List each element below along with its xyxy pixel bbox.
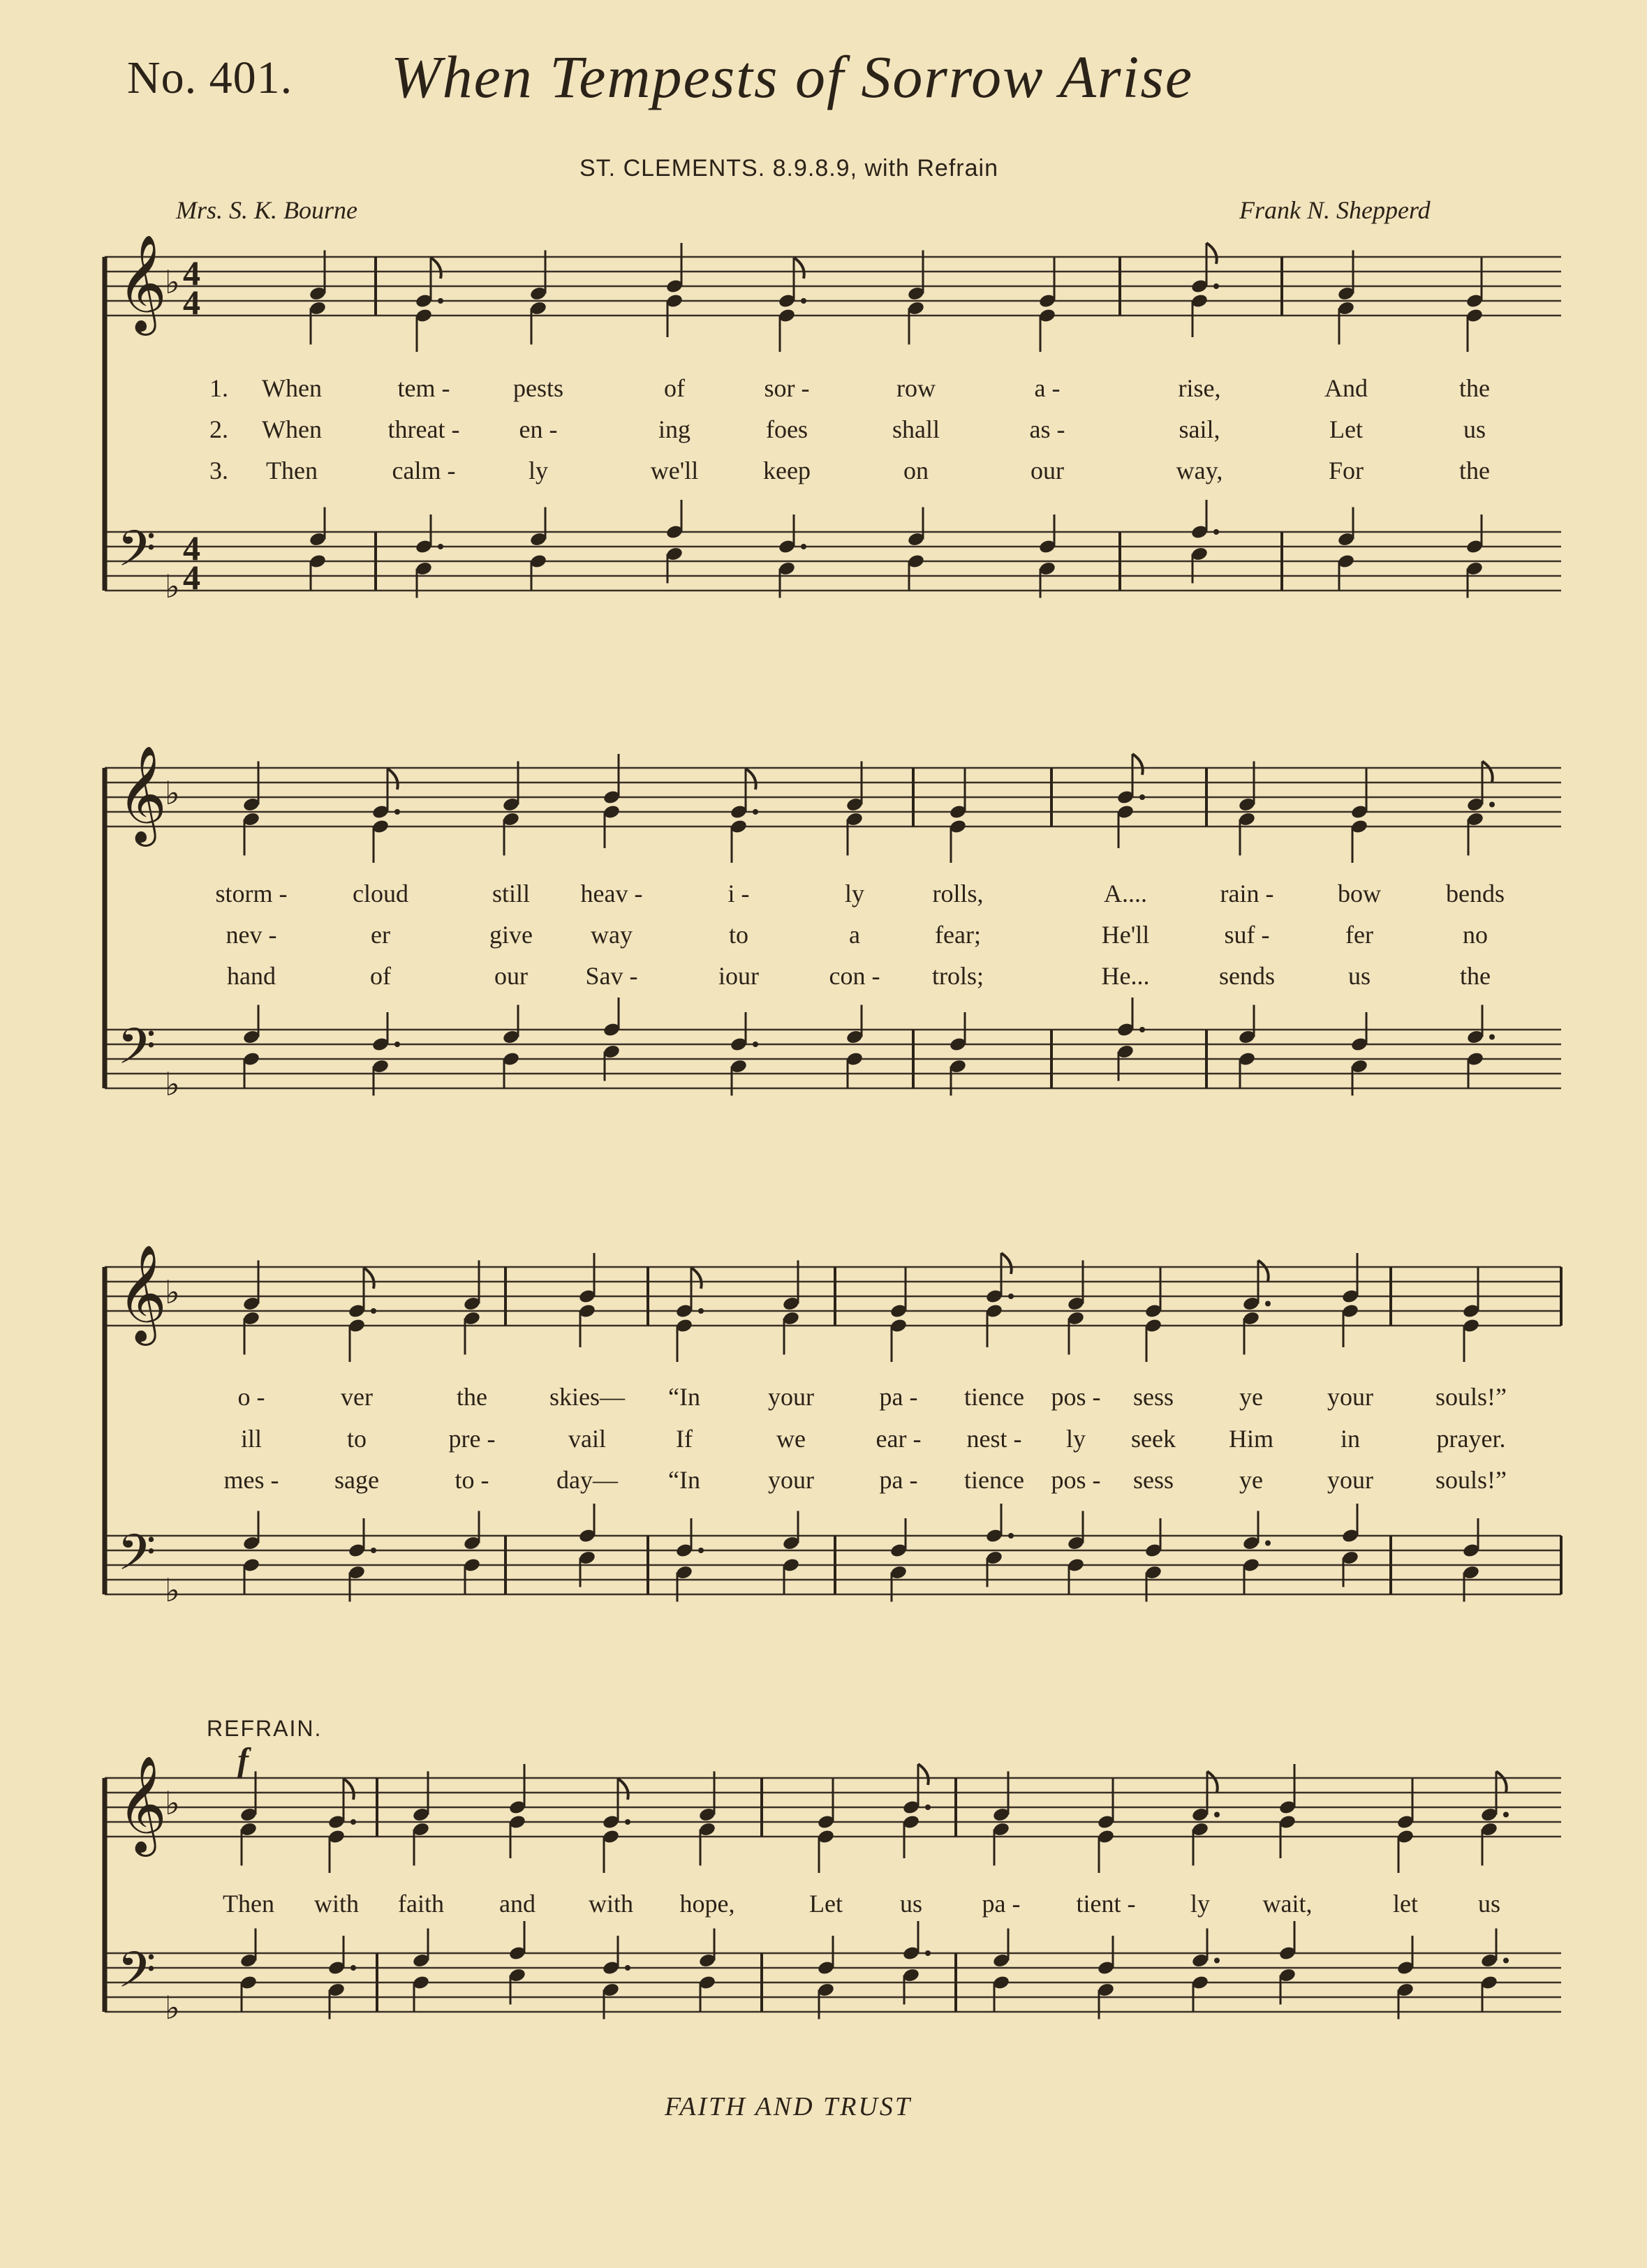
key-signature-flat: ♭ [165, 1989, 180, 2026]
lyric-syllable: to [346, 1425, 367, 1453]
lyric-syllable: your [768, 1383, 814, 1411]
lyric-syllable: i - [728, 880, 750, 907]
lyric-syllable: no [1463, 921, 1488, 949]
lyric-syllable: threat - [387, 415, 460, 443]
lyric-syllable: wait, [1262, 1890, 1313, 1918]
lyric-syllable: keep [763, 457, 811, 484]
lyric-syllable: iour [718, 962, 759, 990]
lyric-line-s4-v1 [0, 1889, 1647, 1924]
lyric-syllable: o - [237, 1383, 265, 1411]
lyric-syllable: and [499, 1890, 536, 1918]
key-signature-flat: ♭ [165, 1571, 180, 1609]
composer-credit: Frank N. Shepperd [1239, 196, 1431, 224]
lyric-syllable: tience [964, 1466, 1024, 1494]
lyric-syllable: pa - [879, 1383, 918, 1411]
lyric-syllable: ing [658, 415, 691, 443]
lyric-syllable: When [262, 374, 322, 402]
lyric-syllable: our [1031, 457, 1064, 484]
lyric-syllable: fer [1345, 921, 1373, 949]
lyric-syllable: sess [1132, 1383, 1174, 1411]
bass-clef: 𝄢 [117, 1941, 156, 2011]
lyric-syllable: skies— [549, 1383, 625, 1411]
lyric-syllable: with [588, 1890, 634, 1918]
note-flag [794, 258, 804, 279]
lyric-syllable: way, [1176, 457, 1223, 484]
treble-staff [105, 768, 1561, 827]
dynamic-marking: f [237, 1742, 249, 1779]
key-signature-flat: ♭ [165, 263, 180, 301]
key-signature-flat: ♭ [165, 774, 180, 812]
note-dot [371, 1548, 376, 1553]
note-flag [1207, 1772, 1218, 1793]
lyric-syllable: us [899, 1890, 923, 1918]
note-flag [1258, 1261, 1269, 1282]
lyric-syllable: pre - [448, 1425, 496, 1453]
lyric-syllable: pos - [1051, 1383, 1101, 1411]
lyric-syllable: fear; [935, 921, 981, 949]
lyric-line-s3-v3 [0, 1465, 1647, 1500]
author-credit: Mrs. S. K. Bourne [176, 196, 357, 224]
key-signature-flat: ♭ [165, 1784, 180, 1822]
lyric-syllable: When [262, 415, 322, 443]
note-dot [1489, 802, 1495, 808]
bass-clef: 𝄢 [117, 520, 156, 590]
lyric-syllable: tient - [1076, 1890, 1136, 1918]
lyric-syllable: pa - [879, 1466, 918, 1494]
lyric-syllable: faith [398, 1890, 444, 1918]
note-dot [753, 1042, 758, 1047]
note-dot [1139, 794, 1145, 800]
verse-number: 1. [209, 374, 228, 402]
note-dot [625, 1965, 630, 1971]
lyric-syllable: our [494, 962, 528, 990]
key-signature-flat: ♭ [165, 568, 180, 605]
lyric-syllable: the [1459, 374, 1490, 402]
note-dot [925, 1804, 931, 1810]
lyric-syllable: Sav - [585, 962, 638, 990]
note-flag [364, 1268, 374, 1289]
note-dot [394, 1042, 400, 1047]
lyric-syllable: to - [455, 1466, 489, 1494]
note-dot [1214, 1812, 1220, 1818]
tune-name: ST. CLEMENTS. 8.9.8.9, with Refrain [579, 155, 998, 181]
lyric-syllable: con - [829, 962, 880, 990]
lyric-syllable: ye [1239, 1466, 1263, 1494]
note-dot [371, 1308, 376, 1314]
lyric-line-s1-v1 [0, 373, 1647, 408]
note-dot [350, 1965, 356, 1971]
lyric-syllable: And [1324, 374, 1368, 402]
lyric-syllable: nest - [966, 1425, 1022, 1453]
note-flag [691, 1268, 702, 1289]
lyric-syllable: ear - [876, 1425, 922, 1453]
lyric-line-s2-v1 [0, 879, 1647, 914]
lyric-syllable: hand [227, 962, 276, 990]
note-flag [1206, 243, 1217, 264]
lyric-syllable: ly [844, 880, 865, 907]
lyric-syllable: ill [240, 1425, 263, 1453]
note-flag [387, 769, 398, 790]
note-flag [746, 769, 756, 790]
lyric-syllable: Then [223, 1890, 274, 1918]
lyric-syllable: He'll [1101, 921, 1150, 949]
lyric-syllable: with [313, 1890, 360, 1918]
lyric-syllable: we [776, 1425, 806, 1453]
note-dot [1265, 1541, 1271, 1546]
lyric-syllable: nev - [226, 921, 277, 949]
lyric-syllable: as - [1029, 415, 1065, 443]
note-dot [394, 809, 400, 815]
lyric-syllable: rolls, [932, 880, 984, 907]
lyric-syllable: us [1347, 962, 1371, 990]
lyric-syllable: your [1327, 1466, 1373, 1494]
lyric-syllable: hope, [679, 1890, 735, 1918]
lyric-syllable: way [591, 921, 633, 949]
lyric-syllable: Let [1329, 415, 1363, 443]
note-dot [438, 298, 443, 304]
note-dot [801, 298, 806, 304]
lyric-syllable: suf - [1224, 921, 1270, 949]
lyric-syllable: still [492, 880, 531, 907]
time-signature-bottom: 4 [183, 558, 200, 597]
note-dot [1503, 1958, 1509, 1964]
note-flag [1132, 754, 1143, 775]
lyric-syllable: the [1459, 457, 1490, 484]
lyric-syllable: souls!” [1435, 1466, 1507, 1494]
verse-number: 2. [209, 415, 228, 443]
lyric-syllable: ly [1065, 1425, 1086, 1453]
lyric-syllable: If [676, 1425, 693, 1453]
note-dot [698, 1308, 704, 1314]
lyric-syllable: tience [964, 1383, 1024, 1411]
bass-clef: 𝄢 [117, 1524, 156, 1594]
treble-clef: 𝄞 [117, 235, 167, 332]
note-flag [1001, 1253, 1012, 1274]
lyric-syllable: souls!” [1435, 1383, 1507, 1411]
lyric-syllable: vail [568, 1425, 606, 1453]
lyric-line-s2-v2 [0, 920, 1647, 955]
note-dot [1008, 1533, 1014, 1539]
lyric-syllable: sor - [764, 374, 810, 402]
verse-number: 3. [209, 457, 228, 484]
note-dot [698, 1548, 704, 1553]
lyric-syllable: the [457, 1383, 487, 1411]
lyric-syllable: pa - [982, 1890, 1021, 1918]
note-dot [1265, 1301, 1271, 1307]
note-dot [1214, 1958, 1220, 1964]
lyric-syllable: mes - [223, 1466, 279, 1494]
lyric-syllable: let [1393, 1890, 1418, 1918]
lyric-syllable: er [371, 921, 390, 949]
time-signature-top: 4 [183, 528, 200, 568]
lyric-syllable: us [1477, 1890, 1501, 1918]
lyric-syllable: of [664, 374, 685, 402]
lyric-syllable: we'll [650, 457, 699, 484]
note-dot [625, 1819, 630, 1825]
note-flag [618, 1779, 628, 1800]
lyric-syllable: ly [528, 457, 549, 484]
lyric-syllable: bow [1338, 880, 1381, 907]
lyric-syllable: foes [766, 415, 808, 443]
page-footer: FAITH AND TRUST [665, 2092, 912, 2121]
key-signature-flat: ♭ [165, 1065, 180, 1103]
lyric-syllable: rain - [1220, 880, 1274, 907]
treble-clef: 𝄞 [117, 746, 167, 843]
lyric-syllable: He... [1101, 962, 1150, 990]
lyric-line-s1-v2 [0, 415, 1647, 450]
system-4 [105, 1742, 1561, 2026]
note-dot [1213, 529, 1219, 535]
lyric-line-s2-v3 [0, 961, 1647, 996]
lyric-syllable: prayer. [1436, 1425, 1506, 1453]
lyric-syllable: day— [556, 1466, 618, 1494]
lyric-syllable: pos - [1051, 1466, 1101, 1494]
lyric-syllable: cloud [353, 880, 408, 907]
lyric-syllable: your [768, 1466, 814, 1494]
lyric-syllable: trols; [931, 962, 984, 990]
hymn-number: No. 401. [127, 52, 293, 103]
lyric-syllable: sends [1219, 962, 1275, 990]
lyric-syllable: heav - [580, 880, 643, 907]
lyric-syllable: sail, [1179, 415, 1220, 443]
time-signature-bottom: 4 [183, 283, 200, 322]
lyric-syllable: give [489, 921, 533, 949]
lyric-syllable: For [1328, 457, 1364, 484]
lyric-syllable: a - [1034, 374, 1061, 402]
lyric-syllable: row [896, 374, 936, 402]
note-dot [438, 544, 443, 549]
lyric-syllable: ly [1190, 1890, 1211, 1918]
lyric-syllable: shall [892, 415, 940, 443]
lyric-syllable: storm - [215, 880, 288, 907]
refrain-label: REFRAIN. [207, 1716, 323, 1741]
lyric-syllable: Then [266, 457, 318, 484]
key-signature-flat: ♭ [165, 1273, 180, 1311]
lyric-syllable: Him [1228, 1425, 1274, 1453]
lyric-syllable: on [903, 457, 929, 484]
lyric-line-s1-v3 [0, 456, 1647, 491]
lyric-syllable: rise, [1178, 374, 1221, 402]
lyric-syllable: seek [1131, 1425, 1176, 1453]
note-dot [350, 1819, 356, 1825]
lyric-syllable: pests [513, 374, 563, 402]
lyric-syllable: calm - [392, 457, 456, 484]
lyric-syllable: to [728, 921, 749, 949]
lyric-syllable: en - [519, 415, 558, 443]
hymn-title: When Tempests of Sorrow Arise [391, 43, 1193, 110]
note-dot [1008, 1294, 1014, 1299]
bass-staff [105, 1030, 1561, 1088]
note-dot [1503, 1812, 1509, 1818]
note-flag [1482, 762, 1493, 783]
lyric-syllable: “In [668, 1466, 700, 1494]
note-dot [1139, 1027, 1145, 1032]
lyric-syllable: a [849, 921, 860, 949]
note-flag [918, 1764, 929, 1785]
lyric-syllable: the [1460, 962, 1491, 990]
note-flag [431, 258, 441, 279]
lyric-syllable: tem - [397, 374, 450, 402]
lyric-syllable: Let [809, 1890, 843, 1918]
bass-clef: 𝄢 [117, 1018, 156, 1088]
lyric-syllable: ver [341, 1383, 373, 1411]
lyric-syllable: bends [1446, 880, 1505, 907]
lyric-syllable: in [1340, 1425, 1361, 1453]
lyric-syllable: A.... [1104, 880, 1147, 907]
note-dot [753, 809, 758, 815]
note-dot [1489, 1035, 1495, 1040]
time-signature-top: 4 [183, 253, 200, 292]
treble-clef: 𝄞 [117, 1245, 167, 1342]
note-flag [1496, 1772, 1507, 1793]
treble-clef: 𝄞 [117, 1756, 167, 1853]
lyric-syllable: ye [1239, 1383, 1263, 1411]
lyric-line-s3-v2 [0, 1424, 1647, 1459]
lyric-syllable: your [1327, 1383, 1373, 1411]
lyric-syllable: us [1463, 415, 1486, 443]
note-dot [925, 1950, 931, 1956]
lyric-syllable: of [370, 962, 391, 990]
note-dot [1213, 283, 1219, 289]
lyric-syllable: sage [334, 1466, 379, 1494]
lyric-line-s3-v1 [0, 1382, 1647, 1417]
note-dot [801, 544, 806, 549]
lyric-syllable: sess [1132, 1466, 1174, 1494]
note-flag [344, 1779, 354, 1800]
lyric-syllable: “In [668, 1383, 700, 1411]
